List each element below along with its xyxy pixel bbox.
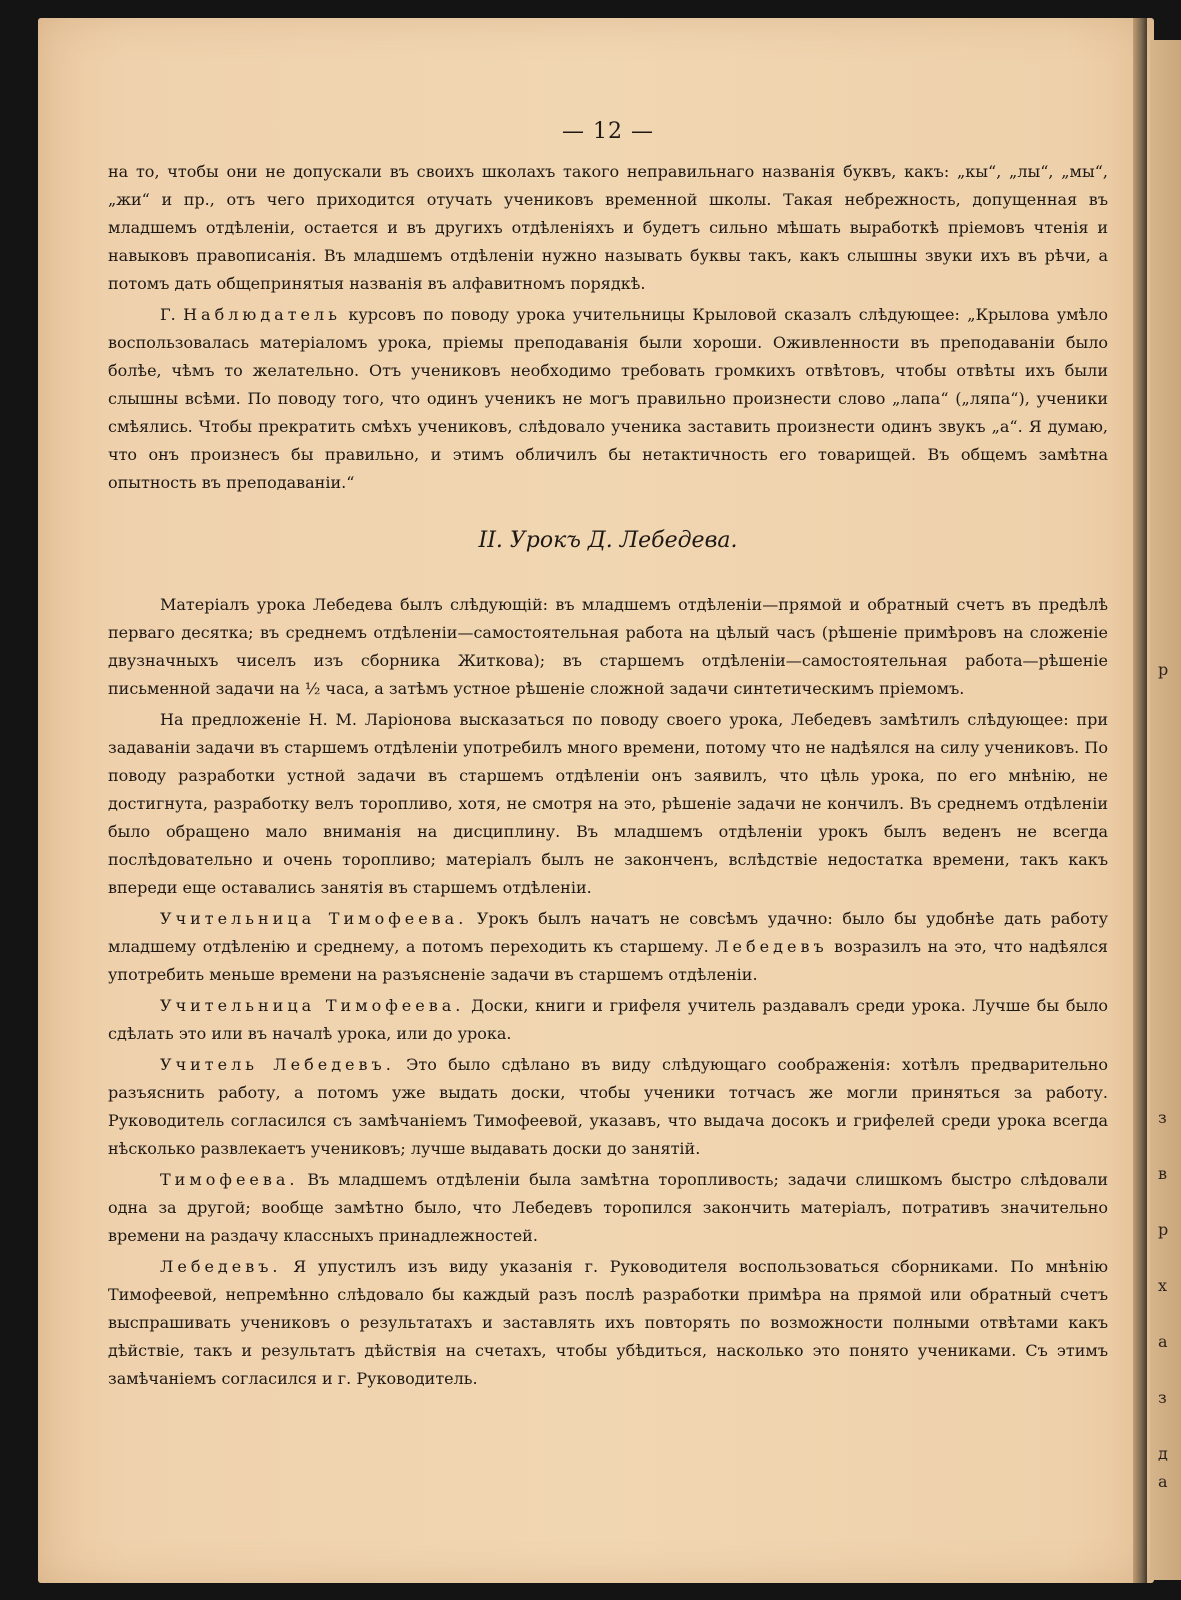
paragraph-text: на то, чтобы они не допускали въ своихъ школахъ такого неправильнаго названія буквъ, какъ: „кы“, „лы“, „мы“, „жи“ и пр., отъ чего приходится отучать учениковъ временной школы. Такая небрежность, допущенная въ младшемъ отдѣленіи, остается и въ другихъ отдѣленіяхъ и будетъ сильно мѣшать выработкѣ пріемовъ чтенія и навыковъ правописанія. Въ младшемъ отдѣленіи нужно называть буквы такъ, какъ слышны звуки ихъ въ рѣчи, а потомъ дать общепринятыя названія въ алфавитномъ порядкѣ. (108, 162, 1108, 293)
paragraph-timofeeva-1 (108, 905, 1108, 989)
paragraph-teacher-lebedev (108, 1051, 1108, 1163)
paragraph-text: Матеріалъ урока Лебедева былъ слѣдующій: въ младшемъ отдѣленіи—прямой и обратный счетъ въ предѣлѣ перваго десятка; въ среднемъ отдѣленіи—самостоятельная работа на цѣлый часъ (рѣшеніе примѣровъ на сложеніе двузначныхъ чиселъ изъ сборника Житкова); въ старшемъ отдѣленіи—самостоятельная работа—рѣшеніе письменной задачи на (108, 595, 1108, 698)
speaker-name: Учительница Тимофеева. (160, 996, 465, 1015)
book-gutter (1133, 18, 1147, 1583)
section-title: II. Урокъ Д. Лебедева. (478, 528, 738, 553)
paragraph-lebedev-final (108, 1253, 1108, 1393)
next-page-fragment: р (1158, 660, 1169, 679)
next-page-edge (1150, 40, 1181, 1580)
paragraph-timofeeva-2 (108, 992, 1108, 1048)
paragraph-text: Доски, книги и грифеля учитель раздавалъ среди урока. Лучше бы было сдѣлать это или въ началѣ урока, или до урока. (108, 996, 1108, 1043)
speaker-name: Учитель Лебедевъ. (160, 1055, 395, 1074)
speaker-name: Тимофеева. (160, 1170, 299, 1189)
paragraph-lead: Г. (160, 305, 184, 324)
paragraph-text: курсовъ по поводу урока учительницы Крыловой сказалъ слѣдующее: „Крылова умѣло воспользовалась матеріаломъ урока, пріемы преподаванія были хороши. Оживленности въ преподаваніи было болѣе, чѣмъ то желательно. Отъ учениковъ необходимо требовать громкихъ отвѣтовъ, чтобы отвѣты ихъ были слышны всѣми. По поводу того, что одинъ ученикъ не могъ правильно произнести слово „лапа“ („ляпа“), ученики смѣялись. Чтобы прекратить смѣхъ учениковъ, слѣдовало ученика заставить произнести одинъ звукъ „а“. Я думаю, что онъ произнесъ бы правильно, и этимъ обличилъ бы нетактичность его товарищей. Въ общемъ замѣтна опытность въ преподаваніи.“ (108, 305, 1108, 492)
paragraph-lebedev-remarks (108, 706, 1108, 902)
next-page-fragment: з (1158, 1388, 1167, 1407)
paragraph-intro (108, 158, 1108, 298)
paragraph-text: На предложеніе Н. М. Ларіонова высказаться по поводу своего урока, Лебедевъ замѣтилъ слѣдующее: при задаваніи задачи въ старшемъ отдѣленіи употребилъ много времени, потому что не надѣялся на силу учениковъ. По поводу разработки устной задачи въ старшемъ отдѣленіи онъ заявилъ, что цѣль урока, по его мнѣнію, не достигнута, разработку велъ торопливо, хотя, не смотря на это, рѣшеніе задачи не кончилъ. Въ среднемъ отдѣленіи было обращено мало вниманія на дисциплину. Въ младшемъ отдѣленіи урокъ былъ веденъ не всегда послѣдовательно и очень торопливо; матеріалъ былъ не законченъ, вслѣдствіе недостатка времени, такъ какъ впереди еще оставались занятія въ старшемъ отдѣленіи. (108, 710, 1108, 897)
speaker-name: Лебедевъ (715, 937, 828, 956)
next-page-fragment: а (1158, 1472, 1168, 1491)
paragraph-text: Урокъ былъ начатъ не совсѣмъ удачно: было бы удобнѣе дать работу младшему отдѣленію и среднему, а потомъ переходить къ старшему. (108, 909, 1108, 956)
speaker-name: Наблюдатель (183, 305, 341, 324)
speaker-name: Лебедевъ. (160, 1257, 282, 1276)
next-page-fragment: в (1158, 1164, 1168, 1183)
next-page-fragment: а (1158, 1332, 1168, 1351)
paragraph-text: часа, а затѣмъ устное рѣшеніе сложной задачи синтетическимъ пріемомъ. (320, 679, 965, 698)
next-page-fragment: д (1158, 1444, 1168, 1463)
speaker-name: Учительница Тимофеева. (160, 909, 468, 928)
paragraph-timofeeva-3 (108, 1166, 1108, 1250)
next-page-fragment: з (1158, 1108, 1167, 1127)
paragraph-text: возразилъ на это, что надѣялся употребить меньше времени на разъясненіе задачи въ старшемъ отдѣленіи. (108, 937, 1109, 984)
paragraph-text: Въ младшемъ отдѣленіи была замѣтна торопливость; задачи слишкомъ быстро слѣдовали одна за другой; вообще замѣтно было, что Лебедевъ торопился закончить матеріалъ, потративъ значительно времени на раздачу классныхъ принадлежностей. (108, 1170, 1108, 1245)
page-number: — 12 — (562, 119, 654, 144)
paragraph-text: Я упустилъ изъ виду указанія г. Руководителя воспользоваться сборниками. По мнѣнію Тимофеевой, непремѣнно слѣдовало бы каждый разъ послѣ разработки примѣра на прямой или обратный счетъ выспрашивать учениковъ о результатахъ и заставлять ихъ повторять по возможности полными отвѣтами какъ дѣйствіе, такъ и результатъ дѣйствія на счетахъ, чтобы убѣдиться, насколько это понято учениками. Съ этимъ замѣчаніемъ согласился и г. Руководитель. (108, 1257, 1108, 1388)
page-text-body (108, 118, 1108, 1396)
paragraph-text: Это было сдѣлано въ виду слѣдующаго соображенія: хотѣлъ предварительно разъяснить работу, а потомъ уже выдать доски, чтобы ученики тотчасъ же могли приняться за работу. Руководитель согласился съ замѣчаніемъ Тимофеевой, указавъ, что выдача досокъ и грифелей среди урока всегда нѣсколько развлекаетъ учениковъ; лучше выдавать доски до занятій. (108, 1055, 1108, 1158)
paragraph-observer (108, 301, 1108, 497)
paragraph-material (108, 591, 1108, 703)
next-page-fragment: х (1158, 1276, 1168, 1295)
fraction: ½ (304, 679, 321, 698)
next-page-fragment: р (1158, 1220, 1169, 1239)
